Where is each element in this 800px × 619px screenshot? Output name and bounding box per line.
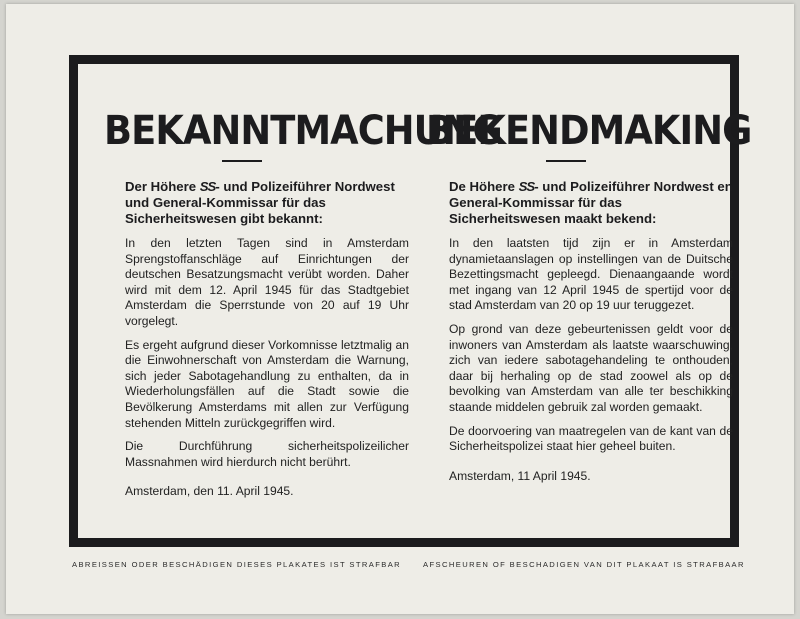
dutch-paragraph-1: In den laatsten tijd zijn er in Amsterdam dynamietaanslagen op instellingen van de Duitsche Bezettingsmacht gepleegd. Dienaangaande wordt met ingang van 12 April 1945 de spertijd voor de stad Amsterdam van 20 op 19 uur teruggezet.: [449, 236, 733, 313]
dutch-lead-pre: De Höhere: [449, 179, 519, 194]
dutch-paragraph-2: Op grond van deze gebeurtenissen geldt voor de inwoners van Amsterdam als laatste waarschuwing, zich van iedere sabotagehandeling te onthouden, daar bij herhaling op de stad zoowel als op de bevolking van Amsterdam van alle ter beschikking staande middelen gebruik zal worden gemaakt.: [449, 321, 733, 414]
dutch-lead: [449, 179, 733, 227]
german-footer-notice: ABREISSEN ODER BESCHÄDIGEN DIESES PLAKATES IST STRAFBAR: [72, 560, 402, 569]
german-paragraph-2: Es ergeht aufgrund dieser Vorkomnisse letztmalig an die Einwohnerschaft von Amsterdam die Warnung, sich jeder Sabotagehandlung zu enthalten, da in Wiederholungsfällen auf die Stadt sowie die Bevölkerung Amsterdams mit allen zur Verfügung stehenden Mitteln zurückgegriffen wird.: [125, 337, 409, 430]
dutch-title-rule: [546, 160, 586, 162]
dutch-lead-post: - und Polizeiführer Nordwest en General-Kommissar für das Sicherheitswesen maakt bekend:: [449, 179, 733, 226]
german-lead-pre: Der Höhere: [125, 179, 200, 194]
poster-frame: [69, 55, 752, 547]
german-date: Amsterdam, den 11. April 1945.: [125, 484, 294, 499]
german-ss-runes: SS: [199, 179, 216, 194]
german-title-rule: [222, 160, 262, 162]
dutch-ss-runes: SS: [518, 179, 535, 194]
german-title: BEKANNTMACHUNG: [104, 108, 502, 154]
dutch-footer-notice: AFSCHEUREN OF BESCHADIGEN VAN DIT PLAKAAT IS STRAFBAAR: [423, 560, 745, 569]
german-paragraph-1: In den letzten Tagen sind in Amsterdam Sprengstoffanschläge auf Einrichtungen der deutschen Besatzungsmacht verübt worden. Daher wird mit dem 12. April 1945 für das Stadtgebiet Amsterdam die Sperrstunde von 20 auf 19 Uhr vorgelegt.: [125, 236, 409, 328]
german-lead: [125, 179, 409, 227]
german-lead-post: - und Polizeiführer Nordwest und General-Kommissar für das Sicherheitswesen gibt bekannt:: [125, 179, 395, 226]
dutch-date: Amsterdam, 11 April 1945.: [449, 468, 591, 483]
german-body: [125, 179, 409, 500]
dutch-title: BEKENDMAKING: [426, 108, 752, 154]
dutch-body: [449, 179, 733, 484]
poster-paper: [6, 4, 794, 614]
dutch-paragraph-3: De doorvoering van maatregelen van de kant van de Sicherheitspolizei staat hier geheel buiten.: [449, 423, 733, 454]
german-paragraph-3: Die Durchführung sicherheitspolizeilicher Massnahmen wird hierdurch nicht berührt.: [125, 439, 409, 469]
